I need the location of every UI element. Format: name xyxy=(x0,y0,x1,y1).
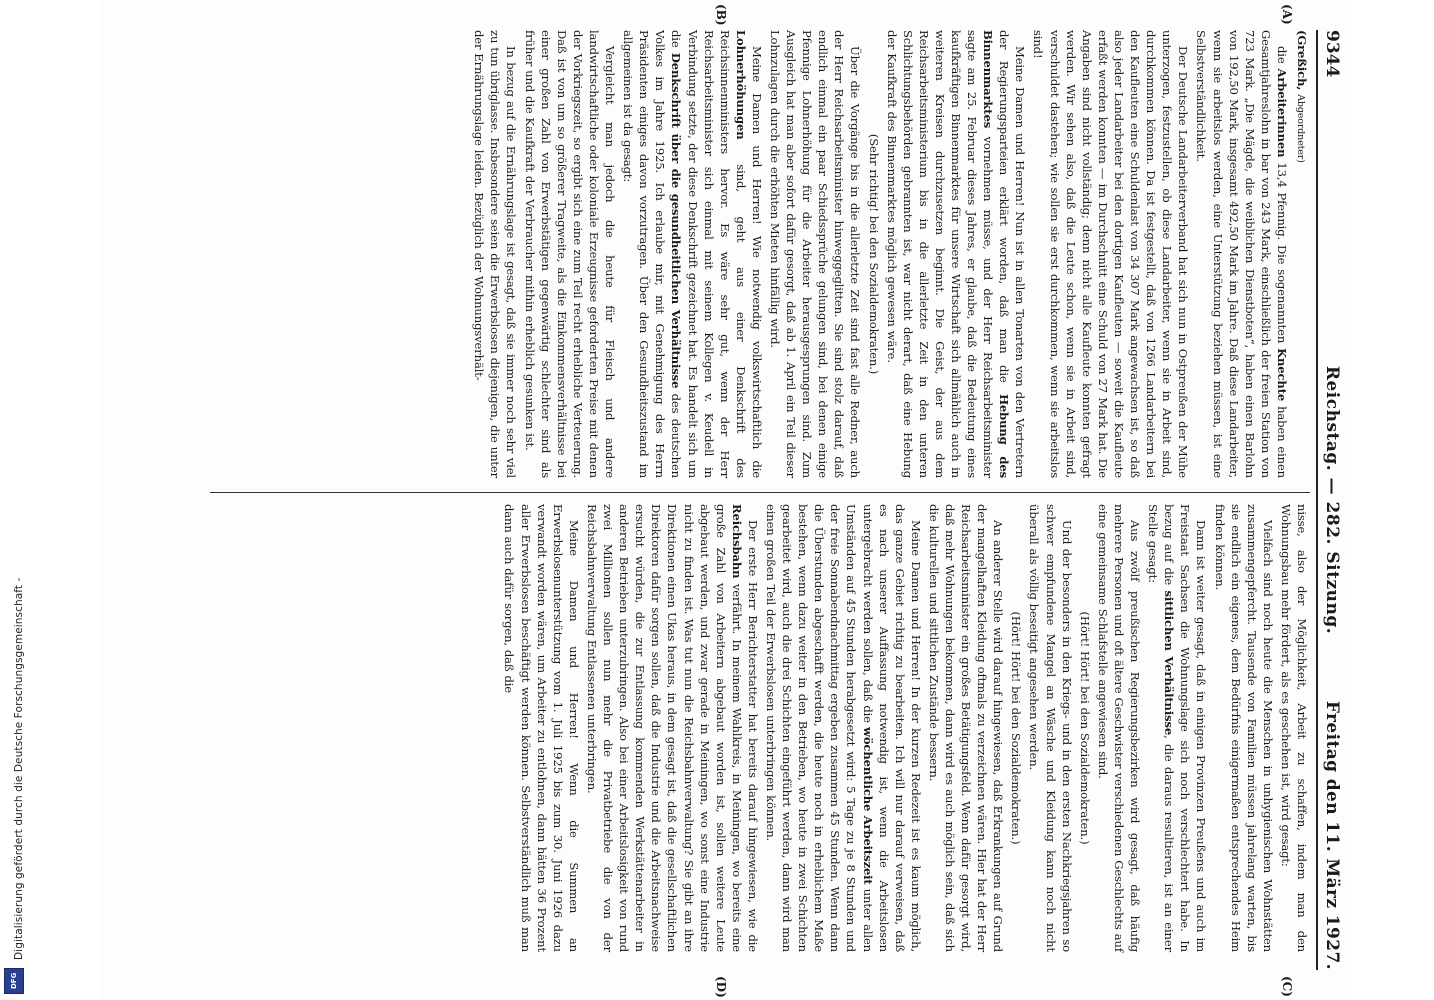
column-divider xyxy=(210,492,1310,493)
paragraph: An anderer Stelle wird darauf hingewiesen, daß Erkrankungen auf Grund der mangelhaften Kleidung oftmals zu verzeichnen wären. Hier hat der Herr Reichsarbeitsminister ein großes Betätigungsfeld. Wenn dafür gesorgt wird, daß mehr Wohnungen bekommen, dann wird es auch möglich sein, daß sich die kulturellen und sittlichen Zustände bessern. xyxy=(926,504,1006,952)
paragraph: Meine Damen und Herren! Wenn die Summen an Erwerbslosenunterstützung vom 1. Juli 1925 bis zum 30. Juni 1926 dazu verwandt worden wären, um Arbeiter zu entlohnen, dann hätten 36 Prozent aller Erwerbslosen beschäftigt werden können. Selbstverständlich muß man dann auch dafür sorgen, daß die xyxy=(502,504,581,952)
paragraph: Dann ist weiter gesagt, daß in einigen Provinzen Preußens und auch im Freistaat Sachsen die Wohnungslage sich noch verschlechtert habe. In bezug auf die sittlichen Verhältnisse, die daraus resultieren, ist an einer Stelle gesagt: xyxy=(1146,504,1209,952)
paragraph: Und der besonders in den Kriegs- und in den ersten Nachkriegsjahren so schwer empfundene Mangel an Wäsche und Kleidung kann noch nicht überall als völlig beseitigt angesehen werden. xyxy=(1027,504,1074,952)
side-credit-strip xyxy=(0,0,26,1000)
paragraph: (Hört! Hört! bei den Sozialdemokraten.) xyxy=(1077,611,1092,845)
page-header xyxy=(1316,30,1346,970)
margin-mark-d: (D) xyxy=(714,976,728,998)
paragraph: Vielfach sind noch heute die Menschen in unhygienischen Wohnstätten zusammengepfercht. Tausende von Familien müssen jahrelang warten, bis sie endlich ein eigenes, dem Bedürfnis einigermaßen entsprechendes Heim finden können. xyxy=(1212,504,1275,952)
paragraph: Meine Damen und Herren! Wie notwendig volkswirtschaftlich die Lohnerhöhungen sind, geht aus einer Denkschrift des Reichsinnenministers hervor. Es wäre sehr gut, wenn der Herr Reichsarbeitsminister sich einmal mit seinem Kollegen v. Keudell in Verbindung setzte, der diese Denkschrift gezeichnet hat. Es handelt sich um die Denkschrift über die gesundheitlichen Verhältnisse des deutschen Volkes im Jahre 1925. Ich erlaube mir, mit Genehmigung des Herrn Präsidenten einiges davon vorzutragen. Über den Gesundheitszustand im allgemeinen ist da gesagt: xyxy=(621,30,764,478)
margin-mark-c: (C) xyxy=(1280,976,1294,997)
paragraph: Meine Damen und Herren! Nun ist in allen Tonarten von den Vertretern der Regierungsparteien erklärt worden, daß man die Hebung des Binnenmarktes vornehmen müsse, und der Herr Reichsarbeitsminister sagte am 25. Februar dieses Jahres, er glaube, daß die Bedeutung eines kaufkräftigen Binnenmarktes für unsere Wirtschaft sich allmählich auch in weiteren Kreisen durchzusetzen beginnt. Die Geist, der aus dem Reichsarbeitsministerium bis in die allerletzte Zeit in den unteren Schlichtungsbehörden gebrannten ist, war nicht derart, daß eine Hebung der Kaufkraft des Binnenmarktes möglich gewesen wäre. xyxy=(884,30,1028,478)
paragraph: Aus zwölf preußischen Regierungsbezirken wird gesagt, daß häufig mehrere Personen und oft ältere Geschwister verschiedenen Geschlechts auf eine gemeinsame Schlafstelle angewiesen sind. xyxy=(1095,504,1143,952)
paragraph: Meine Damen und Herren! In der kurzen Redezeit ist es kaum möglich, das ganze Gebiet richtig zu bearbeiten. Ich will nur darauf verweisen, daß es nach unserer Auffassung notwendig ist, wenn die Arbeitslosen untergebracht werden sollen, daß die wöchentliche Arbeitszeit unter allen Umständen auf 45 Stunden herabgesetzt wird: 5 Tage zu je 8 Stunden und der freie Sonnabendnachmittag ergeben zusammen 45 Stunden. Wenn dann die Überstunden abgeschafft werden, die heute noch in erheblichem Maße bestehen, wenn dazu weiter in den Betrieben, wo heute in zwei Schichten gearbeitet wird, auch die drei Schichten eingeführt werden, dann wird man einen großen Teil der Erwerbslosen unterbringen können. xyxy=(764,504,923,952)
dfg-credit-text: Digitalisierung gefördert durch die Deutsche Forschungsgemeinschaft - xyxy=(13,577,25,960)
right-column xyxy=(499,504,1310,952)
margin-mark-b: (B) xyxy=(714,4,728,26)
rotated-page-content xyxy=(206,4,1346,998)
dfg-logo: DFG xyxy=(4,968,24,994)
paragraph: die Arbeiterinnen 13,4 Pfennig. Die sogenannten Knechte haben einen Gesamtjahreslohn in bar von 243 Mark, einschließlich der freien Station von 723 Mark. „Die Mägde, die weiblichen Dienstboten“, haben einen Barlohn von 192,50 Mark, insgesamt 492,50 Mark im Jahre. Daß diese Landarbeiter, wenn sie arbeitslos werden, eine Unterstützung beziehen müssen, ist eine Selbstverständlichkeit. xyxy=(1194,30,1289,478)
page-date: Freitag den 11. März 1927. xyxy=(1322,700,1342,970)
page-running-title: Reichstag. — 282. Sitzung. xyxy=(1322,365,1342,635)
left-column xyxy=(469,30,1310,478)
paragraph: (Greßich, Abgeordneter) xyxy=(1295,30,1309,163)
paragraph: (Sehr richtig! bei den Sozialdemokraten.) xyxy=(866,133,881,375)
paragraph: (Hört! Hört! bei den Sozialdemokraten.) xyxy=(1009,611,1024,845)
paragraph: Über die Vorgänge bis in die allerletzte Zeit sind fast alle Redner, auch der Herr Reichsarbeitsminister hinweggeglitten. Sie sind stolz darauf, daß endlich einmal ein paar Schiedssprüche gelungen sind, bei denen einige Pfennige Lohnerhöhung für die Arbeiter herausgesprungen sind. Zum Ausgleich hat man aber sofort dafür gesorgt, daß ab 1. April ein Teil dieser Lohnzulagen durch die erhöhten Mieten hinfällig wird. xyxy=(768,30,863,478)
paragraph: Der erste Herr Berichterstatter hat bereits darauf hingewiesen, wie die Reichsbahn verfährt. In meinem Wahlkreis, in Meiningen, wo bereits eine große Zahl von Arbeitern abgebaut worden ist, sollen weitere Leute abgebaut werden, und zwar gerade in Meiningen, wo sonst eine Industrie nicht zu finden ist. Was tut nun die Reichsbahnverwaltung? Sie gibt an ihre Direktionen einen Ukas heraus, in dem gesagt ist, daß die gesellschaftlichen Direktoren dafür sorgen sollen, daß die Industrie und die Arbeitsnachweise ersucht würden, die zur Entlassung kommenden Werkstättenarbeiter in anderen Betrieben unterzubringen. Also bei einer Arbeitslosigkeit von rund zwei Millionen sollen nun mehr die Privatbetriebe die von der Reichsbahnverwaltung Entlassenen unterbringen. xyxy=(584,504,760,952)
paragraph: Vergleicht man jedoch die heute für Fleisch und andere landwirtschaftliche oder koloniale Erzeugnisse geforderten Preise mit denen der Vorkriegszeit, so ergibt sich eine zum Teil recht erhebliche Verteuerung. Daß ist von um so größerer Tragweite, als die Einkommensverhältnisse bei einer großen Zahl von Erwerbstätigen gegenwärtig schlechter sind als früher und die Kaufkraft der Verbraucher mithin erheblich gesunken ist. xyxy=(522,30,618,478)
paragraph: In bezug auf die Ernährungslage ist gesagt, daß sie immer noch sehr viel zu tun übriglasse. Insbesondere seien die Erwerbslosen diejenigen, die unter der Ernährungslage leiden. Bezüglich der Wohnungsverhält- xyxy=(472,30,519,478)
scanned-page xyxy=(100,0,1350,1000)
page-number: 9344 xyxy=(1322,30,1342,78)
paragraph: Der Deutsche Landarbeiterverband hat sich nun in Ostpreußen der Mühe unterzogen, festzustellen, ob diese Landarbeiter, wenn sie in Arbeit sind, durchkommen können. Da ist festgestellt, daß von 1266 Landarbeitern bei den Kaufleuten eine Schuldenlast von 34 307 Mark angewachsen ist, so daß also jeder Landarbeiter bei den dortigen Kaufleuten — soweit die Kaufleute erfaßt werden konnten — im Durchschnitt eine Schuld von 27 Mark hat. Die Angaben sind nicht vollständig; denn nicht alle Kaufleute konnten gefragt werden. Wir sehen also, daß die Leute schon, wenn sie in Arbeit sind, verschuldet dastehen; wie sollen sie erst durchkommen, wenn sie arbeitslos sind! xyxy=(1031,30,1191,478)
margin-mark-a: (A) xyxy=(1280,4,1294,25)
paragraph: nisse, also der Möglichkeit, Arbeit zu schaffen, indem man den Wohnungsbau mehr fördert, als es geschehen ist, wird gesagt: xyxy=(1278,504,1309,952)
